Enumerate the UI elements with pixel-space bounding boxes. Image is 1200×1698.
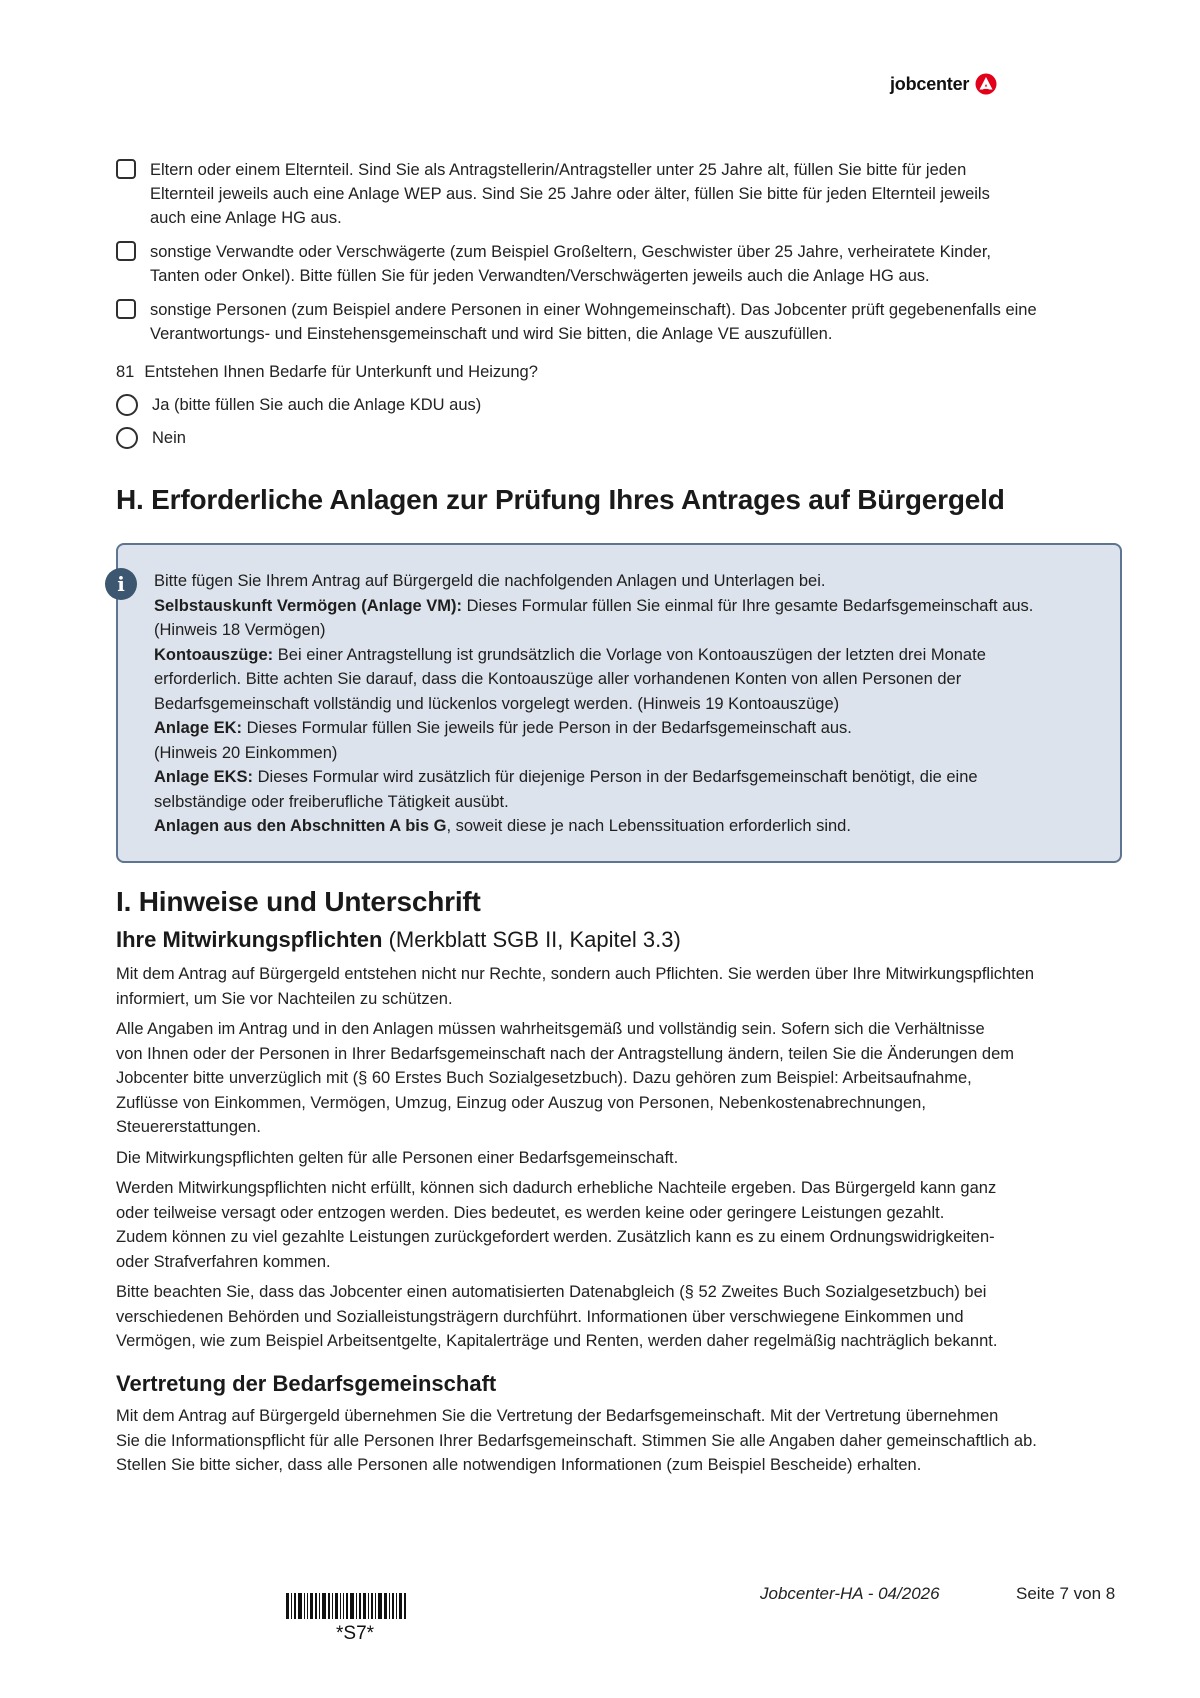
checkbox-row-parents <box>116 158 1122 230</box>
info-line <box>154 569 1098 594</box>
info-line <box>154 618 1098 643</box>
radio-label-yes: Ja (bitte füllen Sie auch die Anlage KDU aus) <box>152 396 482 414</box>
logo-text: jobcenter <box>890 73 970 94</box>
barcode-bar <box>350 1593 354 1619</box>
question-81 <box>116 360 1122 384</box>
info-line-text: (Hinweis 20 Einkommen) <box>154 743 338 762</box>
radio-row-no <box>116 426 1122 450</box>
barcode-bar <box>340 1593 341 1619</box>
barcode-bar <box>363 1593 366 1619</box>
barcode-bar <box>322 1593 326 1619</box>
barcode-bar <box>286 1593 289 1619</box>
info-line-text: Bitte fügen Sie Ihrem Antrag auf Bürgergeld die nachfolgenden Anlagen und Unterlagen bei. <box>154 572 826 590</box>
info-line <box>154 692 1098 717</box>
info-line <box>154 814 1098 839</box>
checkbox-parents[interactable] <box>116 159 136 179</box>
paragraph <box>116 1280 1126 1354</box>
checkbox-label-relatives <box>150 240 991 288</box>
barcode-bar <box>335 1593 338 1619</box>
barcode-bar <box>319 1593 320 1619</box>
barcode-bar <box>392 1593 394 1619</box>
barcode-bar <box>378 1593 382 1619</box>
barcode-bar <box>396 1593 397 1619</box>
paragraph <box>116 1017 1126 1140</box>
question-text: Entstehen Ihnen Bedarfe für Unterkunft und Heizung? <box>144 363 538 381</box>
info-icon: i <box>105 568 137 600</box>
info-line-text: Dieses Formular füllen Sie einmal für Ihre gesamte Bedarfsgemeinschaft aus. <box>462 596 1034 615</box>
paragraph <box>116 962 1126 1011</box>
text-line: von Ihnen oder der Personen in Ihrer Bedarfsgemeinschaft nach der Antragstellung ändern, teilen Sie die Änderungen dem <box>116 1044 1015 1063</box>
barcode-bar <box>332 1593 333 1619</box>
barcode-bar <box>404 1593 406 1619</box>
text-line: oder teilweise versagt oder entzogen werden. Dies bedeutet, es werden keine oder geringere Leistungen gezahlt. <box>116 1203 945 1222</box>
radio-no[interactable] <box>116 427 138 449</box>
info-line-bold: Kontoauszüge: <box>154 645 274 664</box>
text-line: Vermögen, wie zum Beispiel Arbeitsentgelte, Kapitalerträge und Renten, werden daher regelmäßig nachträglich bekannt. <box>116 1332 998 1350</box>
info-line <box>154 790 1098 815</box>
text-line: Die Mitwirkungspflichten gelten für alle Personen einer Bedarfsgemeinschaft. <box>116 1148 679 1167</box>
paragraph <box>116 1176 1126 1274</box>
barcode-bar <box>356 1593 357 1619</box>
info-line-text: erforderlich. Bitte achten Sie darauf, dass die Kontoauszüge aller vorhandenen Konten von allen Personen der <box>154 670 962 688</box>
barcode-bar <box>389 1593 390 1619</box>
info-line <box>154 594 1098 619</box>
subheading-bold: Ihre Mitwirkungspflichten <box>116 927 383 952</box>
info-line-text: Dieses Formular wird zusätzlich für diejenige Person in der Bedarfsgemeinschaft benötigt, die eine <box>253 768 978 786</box>
radio-yes[interactable] <box>116 394 138 416</box>
text-line: Mit dem Antrag auf Bürgergeld entstehen nicht nur Rechte, sondern auch Pflichten. Sie werden über Ihre Mitwirkungspflichten <box>116 965 1035 983</box>
barcode-bar <box>315 1593 317 1619</box>
info-line <box>154 741 1098 766</box>
text-line: Stellen Sie bitte sicher, dass alle Personen alle notwendigen Informationen (zum Beispiel Bescheide) erhalten. <box>116 1456 922 1474</box>
subheading-reference: (Merkblatt SGB II, Kapitel 3.3) <box>382 927 681 952</box>
text-line: Jobcenter bitte unverzüglich mit (§ 60 Erstes Buch Sozialgesetzbuch). Dazu gehören zum Beispiel: Arbeitsaufnahme, <box>116 1069 972 1087</box>
barcode-text: *S7* <box>336 1623 375 1644</box>
section-i-title: I. Hinweise und Unterschrift <box>116 886 481 917</box>
logo-mark-icon <box>975 73 997 95</box>
representation-paragraphs <box>116 1404 1126 1484</box>
barcode-bar <box>307 1593 308 1619</box>
barcode-bar <box>368 1593 369 1619</box>
text-line: Alle Angaben im Antrag und in den Anlagen müssen wahrheitsgemäß und vollständig sein. Sofern sich die Verhältnisse <box>116 1020 985 1038</box>
barcode-bar <box>291 1593 292 1619</box>
text-line: Werden Mitwirkungspflichten nicht erfüllt, können sich dadurch erhebliche Nachteile ergeben. Das Bürgergeld kann ganz <box>116 1179 997 1197</box>
text-line: Elternteil jeweils auch eine Anlage WEP aus. Sind Sie 25 Jahre oder älter, füllen Sie bitte für jeden Elternteil jeweils <box>150 185 990 203</box>
text-line: Mit dem Antrag auf Bürgergeld übernehmen Sie die Vertretung der Bedarfsgemeinschaft. Mit der Vertretung übernehmen <box>116 1407 999 1425</box>
checkbox-label-parents <box>150 158 990 230</box>
text-line: Zudem können zu viel gezahlte Leistungen zurückgefordert werden. Zusätzlich kann es zu einem Ordnungswidrigkeiten- <box>116 1228 995 1246</box>
checkbox-other-persons[interactable] <box>116 299 136 319</box>
radio-label-no: Nein <box>152 429 186 447</box>
barcode-bar <box>343 1593 344 1619</box>
form-identifier: Jobcenter-HA - 04/2026 <box>760 1584 940 1603</box>
household-members-list <box>116 158 1122 450</box>
subheading-representation: Vertretung der Bedarfsgemeinschaft <box>116 1371 497 1396</box>
text-line: Zuflüsse von Einkommen, Vermögen, Umzug, Einzug oder Auszug von Personen, Nebenkostenabrechnungen, <box>116 1093 926 1112</box>
info-line-text: Bedarfsgemeinschaft vollständig und lückenlos vorgelegt werden. (Hinweis 19 Kontoauszüge) <box>154 694 840 713</box>
checkbox-label-other-persons <box>150 298 1037 346</box>
page-number: Seite 7 von 8 <box>1016 1584 1116 1603</box>
barcode-bar <box>298 1593 302 1619</box>
info-line <box>154 716 1098 741</box>
text-line: oder Strafverfahren kommen. <box>116 1252 331 1271</box>
text-line: auch eine Anlage HG aus. <box>150 209 342 227</box>
info-line-bold: Anlage EK: <box>154 719 243 737</box>
info-line-bold: Selbstauskunft Vermögen (Anlage VM): <box>154 596 463 615</box>
info-line <box>154 765 1098 790</box>
barcode-bar <box>310 1593 313 1619</box>
info-line <box>154 643 1098 668</box>
jobcenter-logo <box>890 73 997 95</box>
info-line-text: (Hinweis 18 Vermögen) <box>154 621 326 639</box>
required-attachments-infobox <box>116 543 1122 863</box>
checkbox-relatives[interactable] <box>116 241 136 261</box>
barcode-bar <box>371 1593 373 1619</box>
question-number: 81 <box>116 363 135 381</box>
section-h-title: H. Erforderliche Anlagen zur Prüfung Ihres Antrages auf Bürgergeld <box>116 484 1005 515</box>
text-line: Sie die Informationspflicht für alle Personen Ihrer Bedarfsgemeinschaft. Stimmen Sie alle Angaben daher gemeinschaftlich ab. <box>116 1431 1037 1450</box>
barcode-bar <box>294 1593 296 1619</box>
checkbox-row-other-persons <box>116 298 1122 346</box>
text-line: sonstige Verwandte oder Verschwägerte (zum Beispiel Großeltern, Geschwister über 25 Jahre, verheiratete Kinder, <box>150 243 992 261</box>
info-line-text: selbständige oder freiberufliche Tätigkeit ausübt. <box>154 792 509 811</box>
barcode-bar <box>384 1593 387 1619</box>
info-line-bold: Anlagen aus den Abschnitten A bis G <box>154 817 447 835</box>
barcode-bar <box>359 1593 361 1619</box>
checkbox-row-relatives <box>116 240 1122 288</box>
text-line: verschiedenen Behörden und Sozialleistungsträgern durchführt. Informationen über verschwiegene Einkommen und <box>116 1307 964 1326</box>
barcode-icon <box>286 1593 408 1619</box>
text-line: Verantwortungs- und Einstehensgemeinschaft und wird Sie bitten, die Anlage VE auszufüllen. <box>150 325 833 343</box>
info-lines <box>154 569 1098 839</box>
info-line-text: Dieses Formular füllen Sie jeweils für jede Person in der Bedarfsgemeinschaft aus. <box>242 719 852 737</box>
text-line: Bitte beachten Sie, dass das Jobcenter einen automatisierten Datenabgleich (§ 52 Zweites Buch Sozialgesetzbuch) bei <box>116 1283 987 1301</box>
text-line: Eltern oder einem Elternteil. Sind Sie als Antragstellerin/Antragsteller unter 25 Jahre alt, füllen Sie bitte für jeden <box>150 161 967 179</box>
barcode-bar <box>304 1593 305 1619</box>
info-line-text: Bei einer Antragstellung ist grundsätzlich die Vorlage von Kontoauszügen der letzten drei Monate <box>273 645 986 664</box>
barcode-bar <box>328 1593 330 1619</box>
barcode-bar <box>375 1593 376 1619</box>
info-line <box>154 667 1098 692</box>
text-line: Steuererstattungen. <box>116 1118 261 1136</box>
paragraph <box>116 1146 1126 1171</box>
text-line: sonstige Personen (zum Beispiel andere Personen in einer Wohngemeinschaft). Das Jobcenter prüft gegebenenfalls eine <box>150 301 1037 319</box>
radio-row-yes <box>116 393 1122 417</box>
info-line-text: , soweit diese je nach Lebenssituation erforderlich sind. <box>446 817 851 835</box>
text-line: informiert, um Sie vor Nachteilen zu schützen. <box>116 989 453 1008</box>
barcode-bar <box>346 1593 348 1619</box>
subheading-cooperation-duties <box>116 927 681 953</box>
text-line: Tanten oder Onkel). Bitte füllen Sie für jeden Verwandten/Verschwägerten jeweils auch die Anlage HG aus. <box>150 267 930 285</box>
cooperation-paragraphs <box>116 962 1126 1360</box>
barcode-bar <box>399 1593 402 1619</box>
info-line-bold: Anlage EKS: <box>154 768 254 786</box>
paragraph <box>116 1404 1126 1478</box>
